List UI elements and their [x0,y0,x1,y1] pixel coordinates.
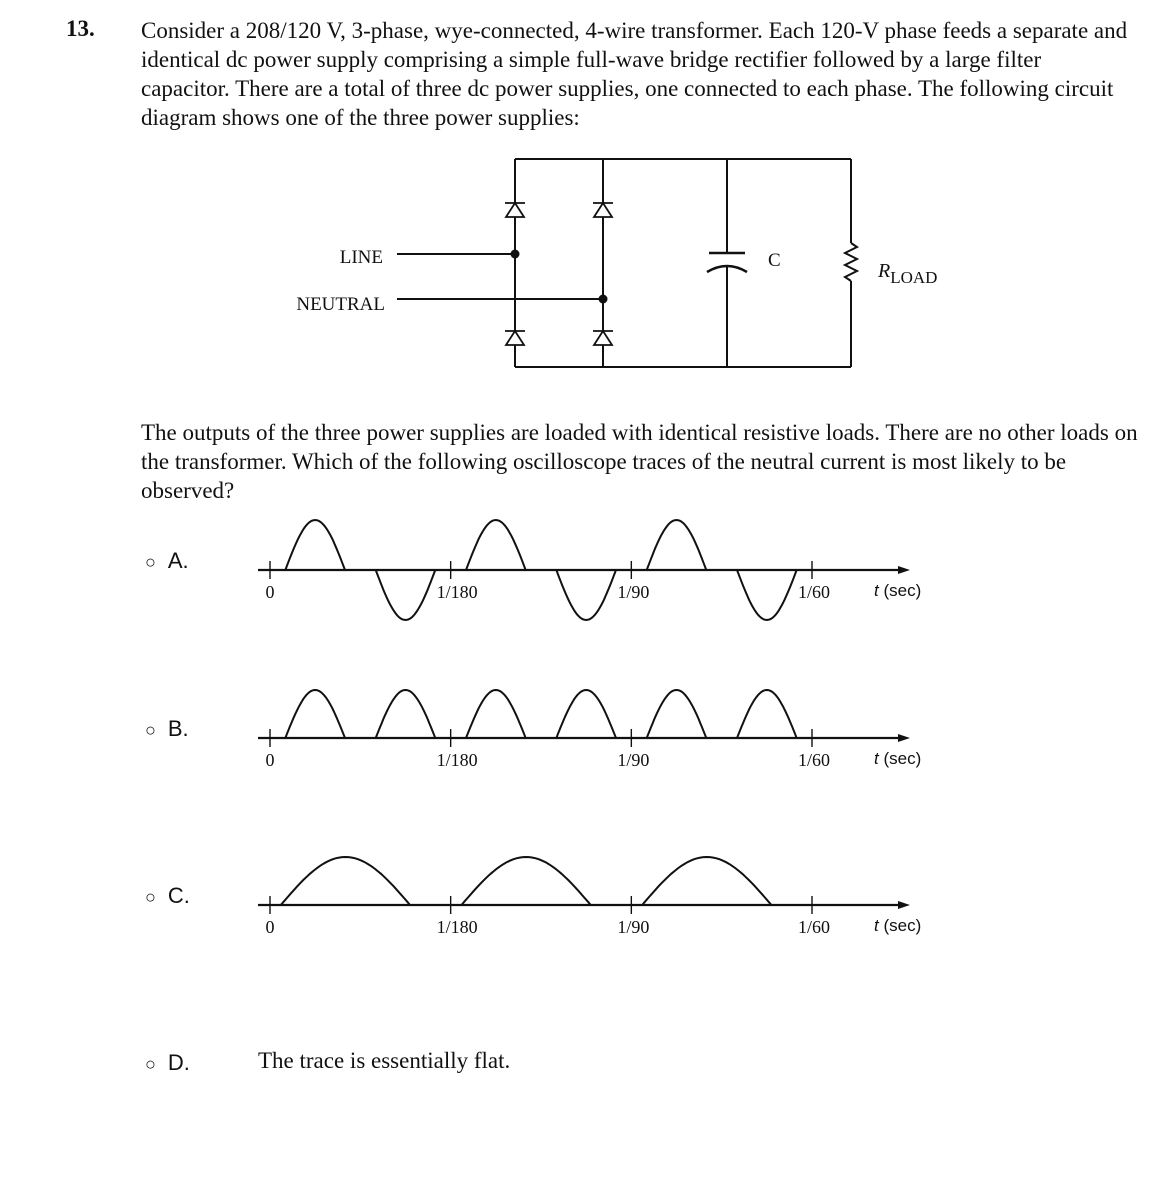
option-d[interactable] [145,1050,190,1076]
waveform-pulse [647,690,707,738]
tick-label: 0 [265,582,275,602]
line-label: LINE [339,247,383,268]
waveform-pulse [466,520,526,570]
option-d-radio[interactable]: ○ [145,1054,156,1074]
neutral-label: NEUTRAL [296,294,385,315]
oscilloscope-traces [258,520,921,937]
diode-bottom-left [505,331,525,345]
waveform-pulse [556,690,616,738]
tick-label: 1/60 [798,750,831,770]
axis-label: t (sec) [874,749,922,768]
waveform-pulse [285,690,345,738]
waveform-pulse [647,520,707,570]
axis-label: t (sec) [874,581,922,600]
diode-top-left [505,203,525,217]
axis-arrowhead [898,734,910,742]
tick-label: 1/180 [436,750,478,770]
load-label-main: R [878,260,891,282]
option-b[interactable] [145,716,189,742]
option-a-radio[interactable]: ○ [145,552,156,572]
question-followup: The outputs of the three power supplies are loaded with identical resistive loads. There are no other loads on the transformer. Which of the following oscilloscope traces of the neutral current is most likely to be observed? [141,420,1138,503]
waveform-pulse [281,857,410,905]
tick-label: 1/90 [617,917,650,937]
waveform-pulse [642,857,771,905]
tick-label: 1/60 [798,917,831,937]
tick-label: 1/90 [617,582,650,602]
load-label [877,260,937,287]
option-b-radio[interactable]: ○ [145,720,156,740]
option-a[interactable] [145,548,189,574]
tick-label: 1/90 [617,750,650,770]
trace-b [258,690,921,770]
waveform-pulse [737,690,797,738]
axis-arrowhead [898,566,910,574]
tick-label: 1/60 [798,582,831,602]
waveform-pulse [376,690,436,738]
resistor-zigzag [845,243,857,281]
load-label-sub: LOAD [890,268,938,287]
tick-label: 0 [265,917,275,937]
neutral-junction-dot [599,295,608,304]
diode-top-right [593,203,613,217]
diode-bottom-right [593,331,613,345]
option-a-letter: A. [167,548,189,573]
waveform-pulse [556,570,616,620]
option-c-radio[interactable]: ○ [145,887,156,907]
tick-label: 1/180 [436,582,478,602]
tick-label: 1/180 [436,917,478,937]
question-intro: Consider a 208/120 V, 3-phase, wye-connected, 4-wire transformer. Each 120-V phase feeds a separate and identical dc power supply comprising a simple full-wave bridge rectifier followed by a large filter capacitor. There are a total of three dc power supplies, one connected to each phase. The following circuit diagram shows one of the three power supplies: [141,18,1128,130]
trace-a [258,520,921,620]
axis-label: t (sec) [874,916,922,935]
option-d-text: The trace is essentially flat. [258,1048,511,1073]
question-number: 13. [66,16,95,41]
option-c-letter: C. [167,883,190,908]
option-c[interactable] [145,883,190,909]
trace-c [258,857,921,937]
option-b-letter: B. [167,716,189,741]
waveform-pulse [466,690,526,738]
option-d-letter: D. [167,1050,190,1075]
tick-label: 0 [265,750,275,770]
waveform-pulse [737,570,797,620]
circuit-diagram [397,159,857,367]
axis-arrowhead [898,901,910,909]
line-junction-dot [511,250,520,259]
waveform-pulse [285,520,345,570]
waveform-pulse [462,857,591,905]
waveform-pulse [376,570,436,620]
capacitor-label: C [768,250,781,271]
